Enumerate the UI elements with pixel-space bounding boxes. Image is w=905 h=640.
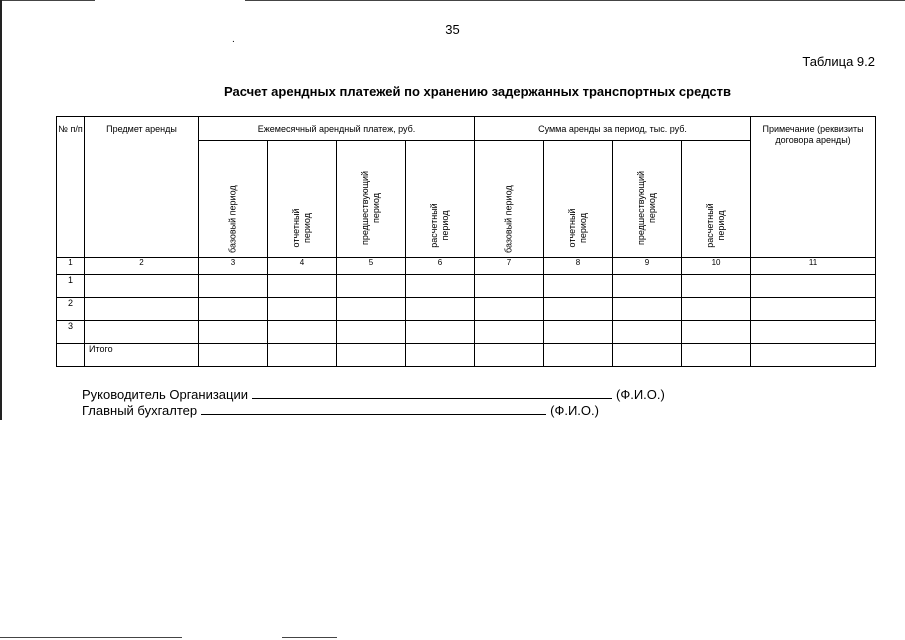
- subheader-calc-period: расчетный период: [429, 203, 450, 248]
- page-number: 35: [445, 22, 460, 37]
- column-number-row: [57, 258, 876, 275]
- subheader-report-period: отчетный период: [291, 208, 312, 248]
- column-number: 1: [57, 258, 85, 275]
- subheader-base-period: базовый период: [503, 185, 514, 253]
- table-cell: [406, 275, 475, 298]
- subheader-calc-period: расчетный период: [705, 203, 727, 248]
- table-cell: [337, 275, 406, 298]
- table-cell: [682, 275, 751, 298]
- table-cell: [268, 344, 337, 367]
- table-cell: [544, 275, 613, 298]
- table-cell: [268, 275, 337, 298]
- cell-subject: [85, 298, 199, 321]
- cell-note: [751, 275, 876, 298]
- head-signature-blank: [252, 386, 612, 399]
- accountant-signature-label: Главный бухгалтер: [82, 403, 198, 418]
- table-cell: [199, 298, 268, 321]
- table-cell: [268, 321, 337, 344]
- column-number: 9: [613, 258, 682, 275]
- row-index: [57, 344, 85, 367]
- document-title: Расчет арендных платежей по хранению задержанных транспортных средств: [223, 84, 732, 99]
- row-index: 1: [57, 275, 85, 298]
- table-row: [57, 275, 876, 298]
- table-cell: [682, 298, 751, 321]
- table-cell: [544, 298, 613, 321]
- table-cell: [199, 321, 268, 344]
- table-cell: [199, 344, 268, 367]
- cell-subject: [85, 321, 199, 344]
- table-cell: [475, 275, 544, 298]
- total-row: [57, 344, 876, 367]
- rent-payments-table: [56, 116, 876, 367]
- stray-dot: .: [232, 34, 235, 45]
- column-number: 8: [544, 258, 613, 275]
- accountant-signature-blank: [201, 402, 546, 415]
- subheader-previous-period: предшествующий период: [360, 170, 381, 246]
- head-signature-suffix: (Ф.И.О.): [616, 387, 665, 402]
- table-cell: [475, 298, 544, 321]
- page-edge-top: [245, 0, 905, 1]
- table-cell: [268, 298, 337, 321]
- subheader-cell: [613, 141, 682, 258]
- table-cell: [613, 321, 682, 344]
- subheader-previous-period: предшествующий период: [636, 170, 657, 246]
- subheader-cell: [682, 141, 751, 258]
- subheader-cell: [268, 141, 337, 258]
- table-cell: [406, 344, 475, 367]
- header-subject: Предмет аренды: [85, 117, 199, 258]
- row-index: 2: [57, 298, 85, 321]
- table-cell: [544, 321, 613, 344]
- subheader-report-period: отчетный период: [567, 208, 588, 248]
- column-number: 6: [406, 258, 475, 275]
- table-cell: [613, 275, 682, 298]
- table-row: [57, 321, 876, 344]
- page-edge-bottom: [282, 637, 337, 638]
- subheader-cell: [544, 141, 613, 258]
- head-signature-line: [82, 386, 665, 402]
- column-number: 11: [751, 258, 876, 275]
- table-cell: [682, 321, 751, 344]
- row-index: 3: [57, 321, 85, 344]
- header-period-sum: Сумма аренды за период, тыс. руб.: [475, 117, 751, 141]
- header-monthly-payment: Ежемесячный арендный платеж, руб.: [199, 117, 475, 141]
- subheader-cell: [475, 141, 544, 258]
- table-cell: [406, 321, 475, 344]
- table-cell: [613, 344, 682, 367]
- subheader-base-period: базовый период: [227, 185, 238, 253]
- table-cell: [544, 344, 613, 367]
- table-cell: [475, 321, 544, 344]
- subheader-cell: [337, 141, 406, 258]
- subheader-cell: [406, 141, 475, 258]
- cell-subject: [85, 275, 199, 298]
- cell-note: [751, 344, 876, 367]
- subheader-cell: [199, 141, 268, 258]
- header-num: № п/п: [57, 117, 85, 258]
- column-number: 5: [337, 258, 406, 275]
- header-note: Примечание (реквизиты договора аренды): [751, 117, 876, 258]
- accountant-signature-suffix: (Ф.И.О.): [550, 403, 599, 418]
- table-cell: [337, 321, 406, 344]
- head-signature-label: Руководитель Организации: [82, 387, 248, 402]
- table-cell: [199, 275, 268, 298]
- column-number: 3: [199, 258, 268, 275]
- column-number: 4: [268, 258, 337, 275]
- accountant-signature-line: [82, 402, 599, 418]
- table-cell: [475, 344, 544, 367]
- table-row: [57, 298, 876, 321]
- page-edge-bottom: [0, 637, 182, 638]
- page-edge-left: [0, 0, 2, 420]
- table-label: Таблица 9.2: [802, 54, 875, 69]
- table-cell: [337, 344, 406, 367]
- table-cell: [682, 344, 751, 367]
- table-cell: [406, 298, 475, 321]
- column-number: 2: [85, 258, 199, 275]
- column-number: 10: [682, 258, 751, 275]
- table-cell: [613, 298, 682, 321]
- table-cell: [337, 298, 406, 321]
- page-edge-top: [0, 0, 95, 1]
- cell-note: [751, 321, 876, 344]
- total-label: Итого: [85, 344, 199, 367]
- column-number: 7: [475, 258, 544, 275]
- cell-note: [751, 298, 876, 321]
- header-row: [57, 117, 876, 141]
